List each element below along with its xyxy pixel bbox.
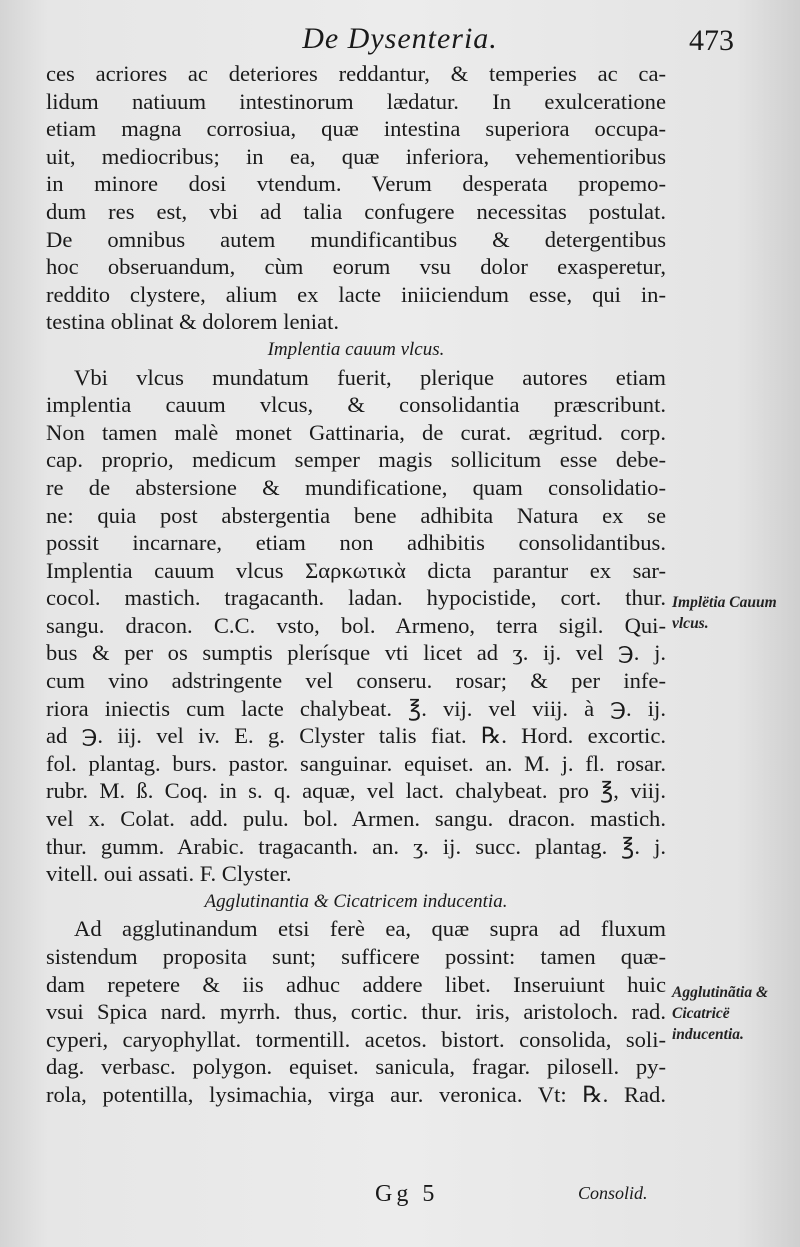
- text-line: Non tamen malè monet Gattinaria, de curat. ægritud. corp.: [46, 419, 666, 445]
- text-line: fol. plantag. burs. pastor. sanguinar. equiset. an. M. j. fl. rosar.: [46, 750, 666, 776]
- text-line: vel x. Colat. add. pulu. bol. Armen. sangu. dracon. mastich.: [46, 806, 666, 832]
- text-line: etiam magna corrosiua, quæ intestina superiora occupa-: [46, 116, 666, 142]
- text-line: Implentia cauum vlcus Σαρκωτικὰ dicta parantur ex sar-: [46, 557, 666, 583]
- text-line: cap. proprio, medicum semper magis sollicitum esse debe-: [46, 447, 666, 473]
- text-line: thur. gumm. Arabic. tragacanth. an. ʒ. ij. succ. plantag. ℥. j.: [46, 833, 666, 859]
- text-line: cum vino adstringente vel conseru. rosar; & per infe-: [46, 668, 666, 694]
- text-line: rubr. M. ß. Coq. in s. q. aquæ, vel lact. chalybeat. pro ℥, viij.: [46, 778, 666, 804]
- text-line: testina oblinat & dolorem leniat.: [46, 309, 340, 335]
- signature-mark: Gg 5: [375, 1181, 439, 1207]
- text-line: sangu. dracon. C.C. vsto, bol. Armeno, terra sigil. Qui-: [46, 612, 666, 638]
- text-line: cocol. mastich. tragacanth. ladan. hypocistide, cort. thur.: [46, 585, 666, 611]
- text-line: sistendum proposita sunt; sufficere possint: tamen quæ-: [46, 944, 666, 969]
- text-line: riora iniectis cum lacte chalybeat. ℥. vij. vel viij. à ℈. ij.: [46, 695, 666, 721]
- text-line: re de abstersione & mundificatione, quam consolidatio-: [46, 474, 666, 500]
- running-title: De Dysenteria.: [302, 22, 498, 55]
- text-line: dum res est, vbi ad talia confugere necessitas postulat.: [46, 198, 666, 224]
- text-line: rola, potentilla, lysimachia, virga aur. veronica. Vt: ℞. Rad.: [46, 1081, 666, 1107]
- text-line: possit incarnare, etiam non adhibitis consolidantibus.: [46, 530, 666, 556]
- section-heading: Implentia cauum vlcus.: [267, 338, 445, 360]
- text-line: hoc obseruandum, cùm eorum vsu dolor exasperetur,: [46, 254, 666, 280]
- margin-note: Implëtia Cauum vlcus.: [672, 594, 777, 632]
- page-number: 473: [689, 24, 734, 57]
- text-line: De omnibus autem mundificantibus & detergentibus: [46, 226, 666, 252]
- text-line: reddito clystere, alium ex lacte iniiciendum esse, qui in-: [46, 281, 666, 307]
- text-line: ces acriores ac deteriores reddantur, & temperies ac ca-: [46, 61, 666, 86]
- text-line: vitell. oui assati. F. Clyster.: [46, 861, 292, 887]
- text-line: lidum natiuum intestinorum lædatur. In exulceratione: [46, 88, 666, 114]
- text-line: cyperi, caryophyllat. tormentill. acetos. bistort. consolida, soli-: [46, 1026, 666, 1052]
- text-line: dam repetere & iis adhuc addere libet. Inseruiunt huic: [46, 971, 666, 997]
- text-line: uit, mediocribus; in ea, quæ inferiora, vehementioribus: [46, 143, 666, 169]
- section-heading: Agglutinantia & Cicatricem inducentia.: [204, 890, 508, 912]
- margin-note: Agglutinãtia & Cicatricë inducentia.: [672, 984, 769, 1043]
- text-line: in minore dosi vtendum. Verum desperata propemo-: [46, 171, 666, 197]
- catchword: Consolid.: [578, 1183, 648, 1203]
- text-line: Vbi vlcus mundatum fuerit, plerique autores etiam: [74, 364, 666, 390]
- text-line: ad ℈. iij. vel iv. E. g. Clyster talis fiat. ℞. Hord. excortic.: [46, 723, 666, 749]
- body-text: [46, 60, 666, 1109]
- text-line: ne: quia post abstergentia bene adhibita Natura ex se: [46, 502, 666, 528]
- text-line: bus & per os sumptis plerísque vti licet ad ʒ. ij. vel ℈. j.: [46, 640, 666, 666]
- text-line: vsui Spica nard. myrrh. thus, cortic. thur. iris, aristoloch. rad.: [46, 999, 666, 1025]
- text-line: Ad agglutinandum etsi ferè ea, quæ supra ad fluxum: [74, 916, 666, 942]
- text-line: dag. verbasc. polygon. equiset. sanicula, fragar. pilosell. py-: [46, 1054, 666, 1080]
- text-line: implentia cauum vlcus, & consolidantia præscribunt.: [46, 392, 666, 418]
